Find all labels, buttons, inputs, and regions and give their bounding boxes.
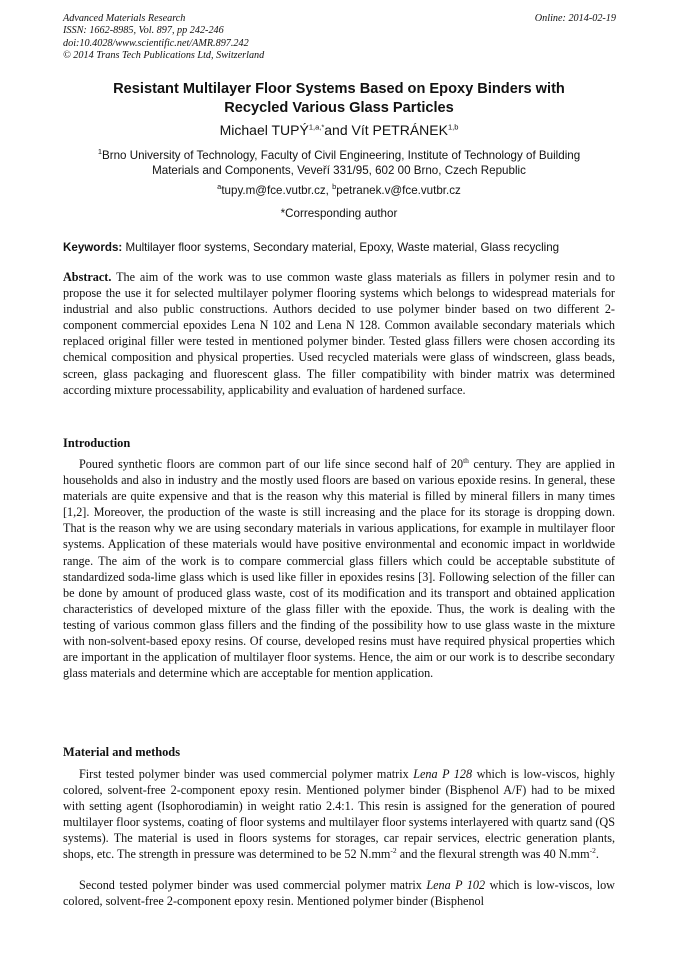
methods-p2-text-b: which is low-viscos, low colored, solvent-free 2-component epoxy resin. Mentioned polymer binder (Bisphenol: [63, 878, 615, 909]
abstract-text: The aim of the work was to use common waste glass materials as fillers in polymer resin and to propose the use it for selected multilayer polymer flooring systems which belongs to widespread materials for industrial and also public constructions. Authors decided to use polymer binder based on two different 2-component commercial epoxides Lena N 102 and Lena N 128. Common available secondary materials which replaced original filler were tested in mentioned polymer binder. Tested glass fillers were chosen according its chemical composition and physical properties. Used recycled materials were glass of windscreen, glass beads, screen, glass packaging and fluorescent glass. The filler compatibility with binder matrix was determined according mixture processability, applicability and evaluation of hardened surface.: [63, 270, 615, 397]
methods-p1-text-b: which is low-viscos, highly colored, solvent-free 2-component epoxy resin. Mentioned polymer binder (Bisphenol A/F) had to be mixed with setting agent (Isophorodiamin) in weight ratio 2.4:1. This resin is assigned for the generation of poured multilayer floor systems, coating of floor systems and multilayer floor systems interlayered with quartz sand (QS systems). The material is used in floors systems for storages, car repair services, electric generation plants, shops, etc. The strength in pressure was determined to be 52 N.mm: [63, 767, 615, 862]
paper-title: [40, 80, 638, 118]
keywords-text: Multilayer floor systems, Secondary material, Epoxy, Waste material, Glass recycling: [122, 241, 560, 254]
affiliation-superscript: 1: [97, 147, 102, 157]
intro-text-start: Poured synthetic floors are common part of our life since second half of 20: [79, 457, 464, 471]
intro-text-rest: century. They are applied in households and also in industry and the mostly used floors are based on various epoxide resins. In general, these materials are quite expensive and that is the reason why this material is filled by mineral fillers in many times [1,2]. Moreover, the production of the waste is still increasing and the place for its storage is dropping down. That is the reason why we are using secondary materials in various applications, for example in multilayer floor systems. Application of these materials would have positive environmental and economic impact in worldwide range. The aim of the work is to compare commercial glass fillers which could be acceptable substitute of standardized soda-lime glass which is used like filler in epoxides resins [3]. Following selection of the filler can be done by amount of produced glass waste, cost of its modification and its transport and obtained application characteristics of developed mixture of the glass filler with the epoxide. Thus, the work is dealing with the testing of various common glass fillers and the finding of the possibility how to use glass waste in the mixture with non-solvent-based epoxy resins. Of course, developed resins must have required physical properties which are important in the application of multilayer floor systems. Hence, the aim or our work is to describe secondary glass materials and determine which are acceptable for mention application.: [63, 457, 615, 681]
email-b-superscript: b: [332, 182, 337, 192]
doi-line[interactable]: doi:10.4028/www.scientific.net/AMR.897.242: [63, 37, 249, 49]
author-list: [40, 121, 638, 139]
methods-paragraph-2: [63, 877, 615, 909]
methods-p1-text-d: .: [595, 847, 599, 862]
introduction-paragraph: [63, 456, 615, 681]
methods-p1-text-c: and the flexural strength was 40 N.mm: [396, 847, 590, 862]
title-line-2: Recycled Various Glass Particles: [224, 100, 454, 116]
affiliation-line-2: Materials and Components, Veveří 331/95, 602 00 Brno, Czech Republic: [152, 164, 526, 177]
methods-p1-sup-2: -2: [589, 846, 596, 856]
issn-line: ISSN: 1662-8985, Vol. 897, pp 242-246: [63, 25, 224, 37]
methods-heading: Material and methods: [63, 745, 181, 759]
abstract-label: Abstract.: [63, 270, 112, 284]
methods-p2-text-a: Second tested polymer binder was used commercial polymer matrix: [79, 878, 427, 892]
methods-paragraph-1: [63, 766, 615, 863]
introduction-heading: Introduction: [63, 436, 131, 450]
keywords-label: Keywords:: [63, 241, 123, 254]
journal-name: Advanced Materials Research: [63, 13, 186, 24]
author-1-superscript: 1,a,*: [308, 122, 325, 132]
methods-p1-text-a: First tested polymer binder was used commercial polymer matrix: [79, 767, 414, 781]
email-a[interactable]: tupy.m@fce.vutbr.cz,: [221, 184, 333, 197]
keywords: [63, 240, 615, 255]
intro-superscript: th: [463, 455, 469, 465]
affiliation-line-1: Brno University of Technology, Faculty of Civil Engineering, Institute of Technology of Building: [101, 149, 581, 162]
methods-p1-sup-1: -2: [390, 846, 397, 856]
corresponding-author-note: *Corresponding author: [280, 207, 398, 220]
email-b[interactable]: petranek.v@fce.vutbr.cz: [336, 184, 461, 197]
author-1: Michael TUPÝ: [219, 122, 309, 138]
methods-p2-product: Lena P 102: [426, 878, 486, 892]
author-2: and Vít PETRÁNEK: [324, 122, 448, 138]
email-a-superscript: a: [217, 182, 222, 192]
author-2-superscript: 1,b: [447, 122, 459, 132]
journal-header: [63, 13, 264, 63]
affiliation: [60, 148, 618, 178]
copyright-line: © 2014 Trans Tech Publications Ltd, Switzerland: [63, 50, 265, 62]
author-emails: [40, 183, 638, 198]
title-line-1: Resistant Multilayer Floor Systems Based on Epoxy Binders with: [113, 81, 565, 97]
methods-p1-product: Lena P 128: [413, 767, 473, 781]
abstract: [63, 269, 615, 398]
online-date: Online: 2014-02-19: [534, 13, 616, 24]
